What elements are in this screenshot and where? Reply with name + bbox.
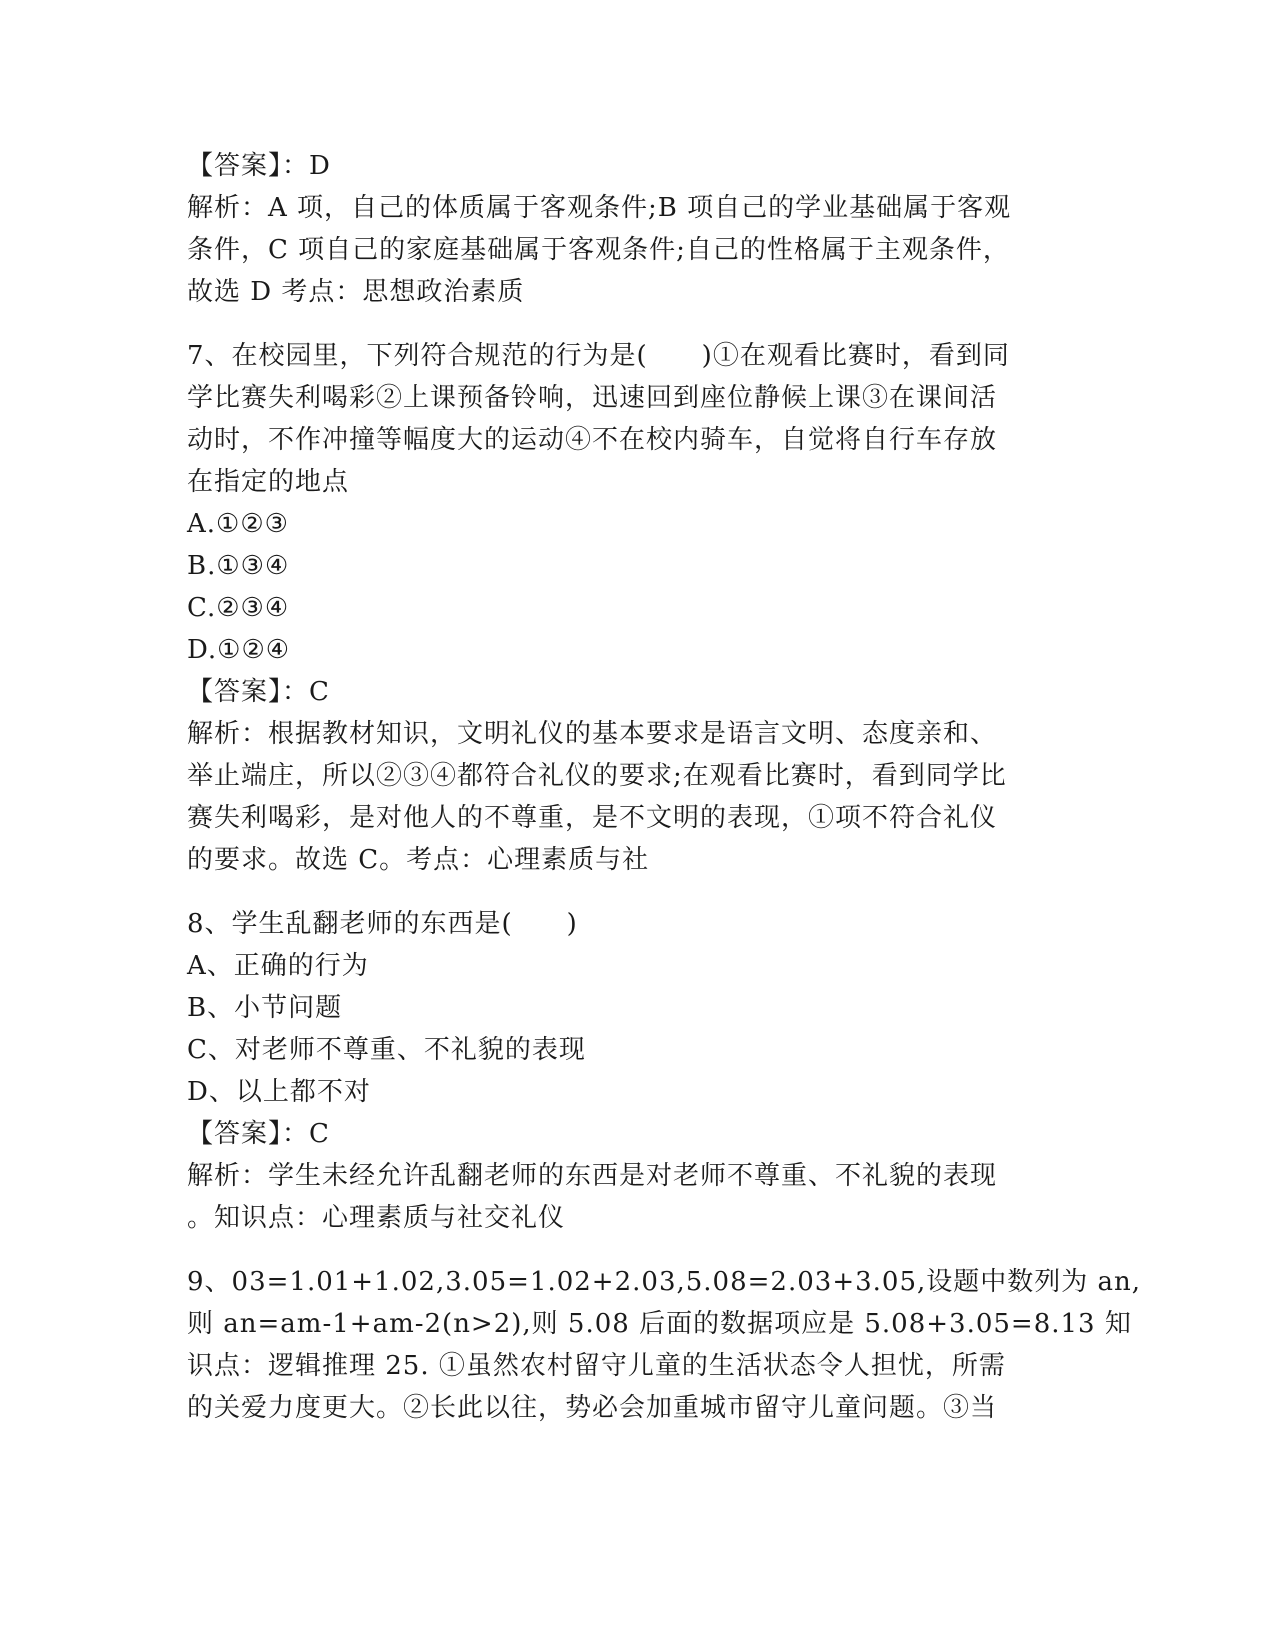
q6-answer: 【答案】：D <box>187 151 331 181</box>
q7-option-d: D.①②④ <box>187 635 291 665</box>
q6-analysis-line: 故选 D 考点：思想政治素质 <box>187 277 525 307</box>
q8-analysis-line: 。知识点：心理素质与社交礼仪 <box>187 1203 566 1233</box>
q7-option-a: A.①②③ <box>187 509 289 539</box>
q7-stem-line: 在指定的地点 <box>187 467 350 497</box>
q8-option-b: B、小节问题 <box>187 993 343 1023</box>
spacer <box>187 1239 1087 1261</box>
q9-stem-line: 则 an=am-1+am-2(n>2),则 5.08 后面的数据项应是 5.08+3.05=8.13 知 <box>187 1309 1132 1339</box>
q7-answer: 【答案】：C <box>187 677 330 707</box>
q7-analysis-line: 的要求。故选 C。考点：心理素质与社 <box>187 845 650 875</box>
spacer <box>187 881 1087 903</box>
document-page <box>187 145 1142 1429</box>
q8-stem-line: 8、学生乱翻老师的东西是( ) <box>187 909 578 939</box>
q6-analysis-line: 条件，C 项自己的家庭基础属于客观条件;自己的性格属于主观条件， <box>187 235 1010 265</box>
q7-stem-line: 动时，不作冲撞等幅度大的运动④不在校内骑车，自觉将自行车存放 <box>187 425 998 455</box>
q9-stem-line: 的关爱力度更大。②长此以往，势必会加重城市留守儿童问题。③当 <box>187 1393 998 1423</box>
q7-option-c: C.②③④ <box>187 593 290 623</box>
q6-analysis-line: 解析：A 项，自己的体质属于客观条件;B 项自己的学业基础属于客观 <box>187 193 1012 223</box>
q8-analysis-line: 解析：学生未经允许乱翻老师的东西是对老师不尊重、不礼貌的表现 <box>187 1161 998 1191</box>
q8-option-a: A、正确的行为 <box>187 951 369 981</box>
q7-option-b: B.①③④ <box>187 551 290 581</box>
q9-stem-line: 识点：逻辑推理 25. ①虽然农村留守儿童的生活状态令人担忧，所需 <box>187 1351 1006 1381</box>
q7-stem-line: 学比赛失利喝彩②上课预备铃响，迅速回到座位静候上课③在课间活 <box>187 383 998 413</box>
q8-option-d: D、以上都不对 <box>187 1077 371 1107</box>
q7-analysis-line: 赛失利喝彩，是对他人的不尊重，是不文明的表现，①项不符合礼仪 <box>187 803 998 833</box>
q7-stem-line: 7、在校园里，下列符合规范的行为是( )①在观看比赛时，看到同 <box>187 341 1010 371</box>
q7-analysis-line: 解析：根据教材知识，文明礼仪的基本要求是语言文明、态度亲和、 <box>187 719 998 749</box>
q8-answer: 【答案】：C <box>187 1119 330 1149</box>
q9-stem-line: 9、03=1.01+1.02,3.05=1.02+2.03,5.08=2.03+3.05,设题中数列为 an, <box>187 1267 1142 1297</box>
spacer <box>187 313 1087 335</box>
q8-option-c: C、对老师不尊重、不礼貌的表现 <box>187 1035 586 1065</box>
q7-analysis-line: 举止端庄，所以②③④都符合礼仪的要求;在观看比赛时，看到同学比 <box>187 761 1007 791</box>
